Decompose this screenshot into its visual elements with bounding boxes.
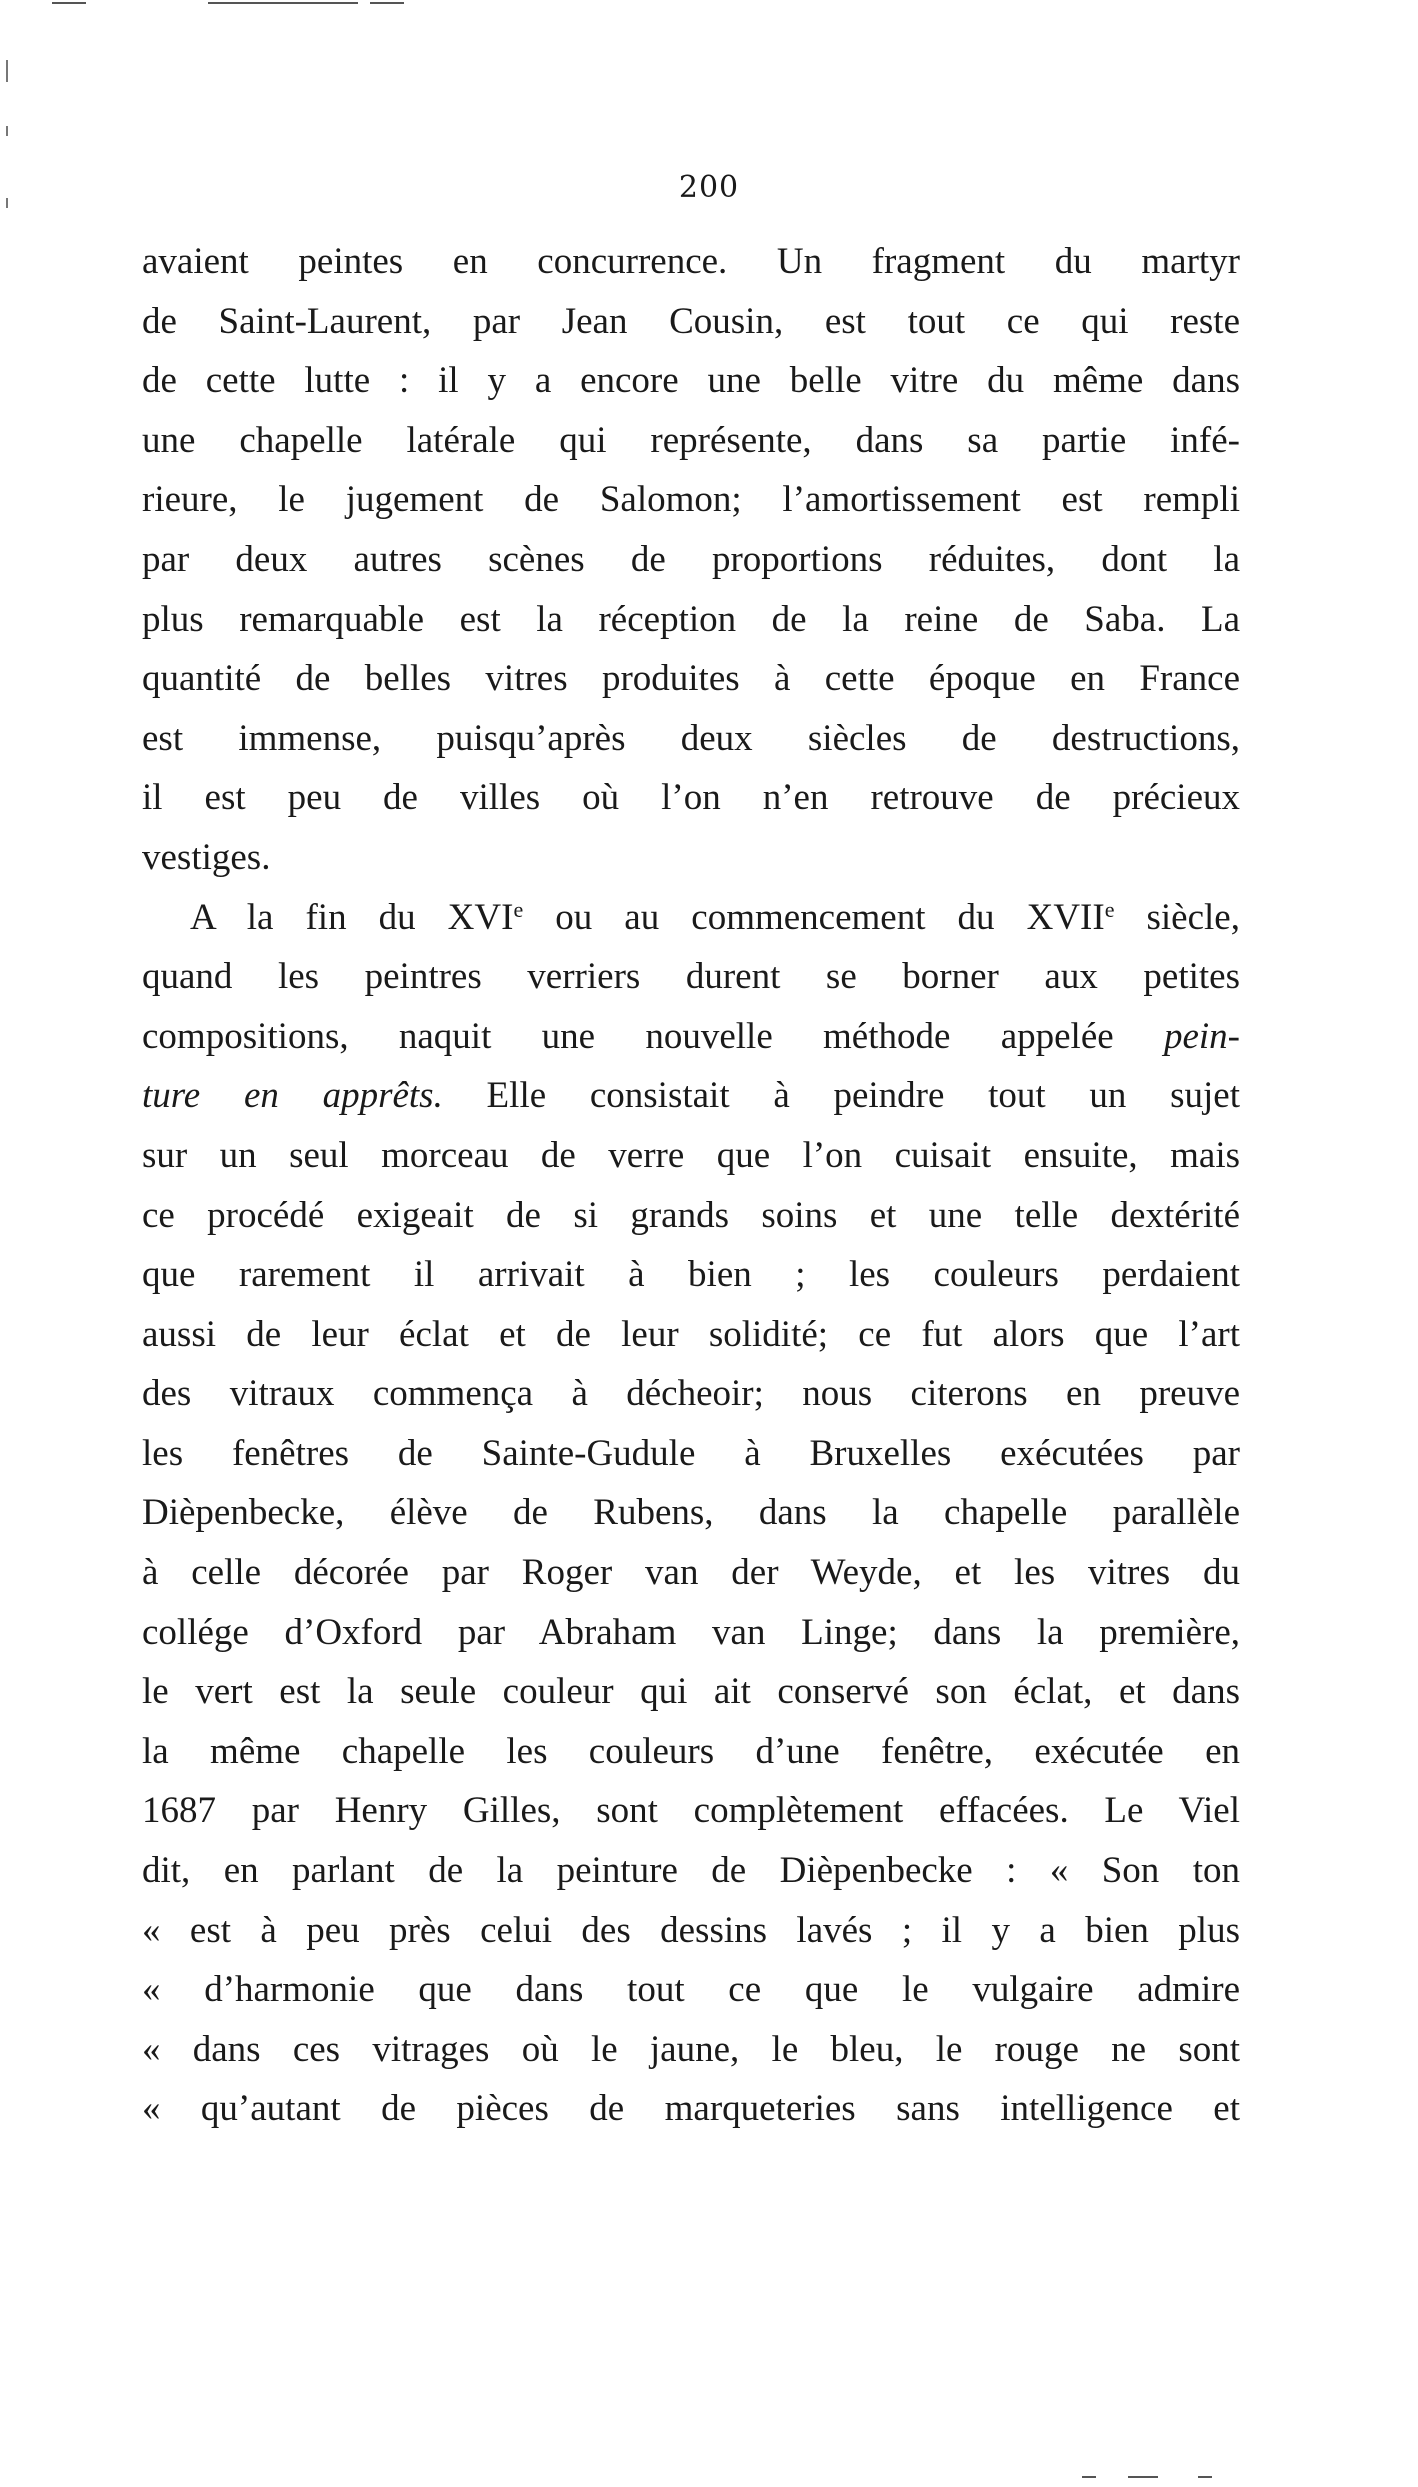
text-line: quand les peintres verriers durent se borner aux petites [142, 956, 1240, 998]
text-line: aussi de leur éclat et de leur solidité; ce fut alors que l’art [142, 1313, 1240, 1355]
line-segment: compositions, naquit une nouvelle méthode appelée [142, 1015, 1164, 1057]
text-line: plus remarquable est la réception de la reine de Saba. La [142, 598, 1240, 640]
italic-term: pein- [1163, 1015, 1240, 1057]
text-line: de cette lutte : il y a encore une belle vitre du même dans [142, 360, 1240, 402]
text-line [142, 1066, 1240, 1126]
body-text [142, 232, 1240, 2139]
text-line: dit, en parlant de la peinture de Dièpenbecke : « Son ton [142, 1850, 1240, 1892]
text-line: que rarement il arrivait à bien ; les couleurs perdaient [142, 1254, 1240, 1296]
scan-artifact-rule [208, 2, 358, 4]
text-line: il est peu de villes où l’on n’en retrouve de précieux [142, 777, 1240, 819]
text-line: 1687 par Henry Gilles, sont complètement effacées. Le Viel [142, 1790, 1240, 1832]
scan-artifact-rule [1082, 2476, 1096, 2478]
line-segment: A la fin du XVI [190, 896, 514, 938]
text-line: vestiges. [142, 836, 271, 878]
text-line: la même chapelle les couleurs d’une fenêtre, exécutée en [142, 1730, 1240, 1772]
text-line: de Saint-Laurent, par Jean Cousin, est tout ce qui reste [142, 300, 1240, 342]
scan-artifact-rule [370, 2, 404, 4]
page-number: 200 [678, 170, 740, 205]
superscript: e [513, 896, 524, 922]
italic-term: ture en apprêts. [142, 1075, 443, 1117]
text-line: est immense, puisqu’après deux siècles de destructions, [142, 717, 1240, 759]
text-line: le vert est la seule couleur qui ait conservé son éclat, et dans [142, 1671, 1240, 1713]
text-line: rieure, le jugement de Salomon; l’amortissement est rempli [142, 479, 1240, 521]
text-line: « qu’autant de pièces de marqueteries sans intelligence et [142, 2088, 1240, 2130]
scan-artifact-rule [52, 2, 86, 4]
text-line: une chapelle latérale qui représente, dans sa partie infé- [142, 419, 1240, 461]
text-line: « est à peu près celui des dessins lavés ; il y a bien plus [142, 1909, 1240, 1951]
text-line: par deux autres scènes de proportions réduites, dont la [142, 538, 1240, 580]
text-line: Dièpenbecke, élève de Rubens, dans la chapelle parallèle [142, 1492, 1240, 1534]
text-line: collége d’Oxford par Abraham van Linge; dans la première, [142, 1611, 1240, 1653]
text-line: à celle décorée par Roger van der Weyde, et les vitres du [142, 1552, 1240, 1594]
text-line [142, 888, 1240, 948]
text-line: avaient peintes en concurrence. Un fragment du martyr [142, 241, 1240, 282]
line-segment: ou au commencement du XVII [523, 896, 1105, 938]
superscript: e [1104, 896, 1115, 922]
scan-artifact-rule [1198, 2476, 1212, 2478]
text-line: des vitraux commença à décheoir; nous citerons en preuve [142, 1373, 1240, 1415]
line-segment: siècle, [1114, 896, 1240, 938]
text-line: « dans ces vitrages où le jaune, le bleu, le rouge ne sont [142, 2028, 1240, 2070]
line-segment: Elle consistait à peindre tout un sujet [442, 1075, 1241, 1117]
text-line: les fenêtres de Sainte-Gudule à Bruxelles exécutées par [142, 1432, 1240, 1474]
scan-artifact-tick [6, 126, 8, 136]
text-line: « d’harmonie que dans tout ce que le vulgaire admire [142, 1969, 1240, 2011]
scan-artifact-rule [1128, 2476, 1158, 2478]
text-line: ce procédé exigeait de si grands soins et une telle dextérité [142, 1194, 1240, 1236]
scan-artifact-tick [6, 60, 8, 82]
text-line [142, 1007, 1240, 1067]
text-line: quantité de belles vitres produites à cette époque en France [142, 658, 1240, 700]
text-line: sur un seul morceau de verre que l’on cuisait ensuite, mais [142, 1134, 1240, 1176]
